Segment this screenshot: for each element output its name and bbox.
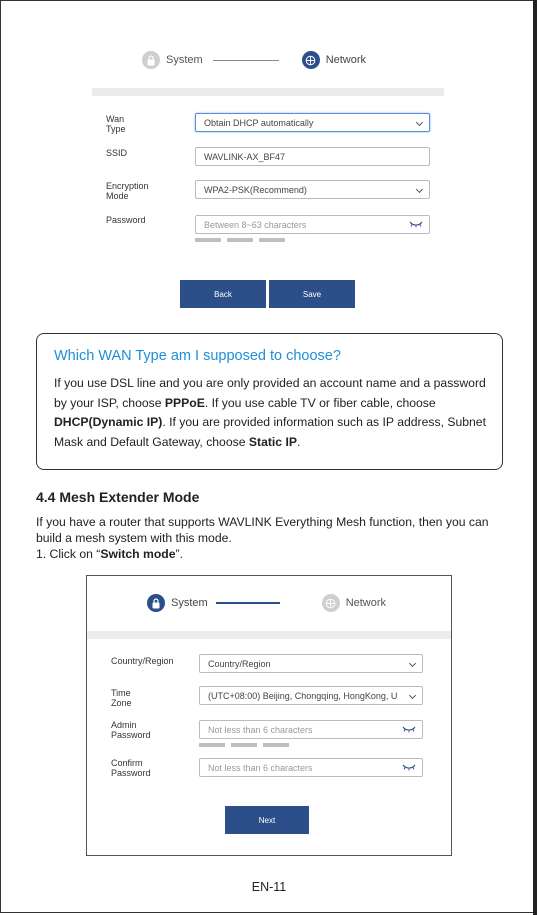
section-paragraph: If you have a router that supports WAVLINK Everything Mesh function, then you can build a mesh system with this mode. — [36, 515, 489, 545]
eye-closed-icon[interactable] — [402, 763, 416, 773]
info-box-text — [54, 374, 486, 452]
strength-segment — [263, 743, 289, 747]
system-setup-screenshot — [86, 575, 452, 856]
wan-type-value: Obtain DHCP automatically — [204, 117, 314, 128]
encryption-mode-label — [106, 181, 149, 201]
wizard-steps — [147, 594, 386, 612]
globe-icon — [322, 594, 340, 612]
lock-icon — [147, 594, 165, 612]
next-button[interactable]: Next — [225, 806, 309, 834]
info-text-part: . — [296, 434, 301, 449]
eye-closed-icon[interactable] — [402, 725, 416, 735]
switch-mode-text: Switch mode — [100, 547, 176, 561]
back-button[interactable]: Back — [180, 280, 266, 308]
page-edge-rule — [533, 0, 537, 915]
globe-icon — [302, 51, 320, 69]
confirm-password-label — [111, 758, 151, 778]
section-step-1 — [36, 546, 506, 562]
network-setup-screenshot — [92, 40, 444, 310]
step-network-label: Network — [345, 597, 387, 609]
time-zone-select[interactable] — [199, 686, 423, 705]
info-bold-pppoe: PPPoE — [164, 395, 205, 410]
info-text-part: If you use DSL line and you are only provided an account name and a password by your ISP, choose — [54, 376, 486, 410]
step-connector — [216, 602, 280, 604]
step-connector — [213, 60, 279, 61]
strength-segment — [259, 238, 285, 242]
country-region-label: Country/Region — [111, 656, 174, 666]
wan-type-label: Wan Type — [106, 114, 126, 134]
password-strength-meter — [199, 743, 289, 747]
info-text-part: . If you use cable TV or fiber cable, choose — [204, 395, 436, 410]
step-prefix: 1. Click on “ — [36, 547, 101, 561]
strength-segment — [199, 743, 225, 747]
admin-label-line2: Password — [111, 730, 151, 740]
info-bold-static-ip: Static IP — [248, 434, 297, 449]
lock-icon — [142, 51, 160, 69]
ssid-label: SSID — [106, 148, 128, 158]
chevron-down-icon — [416, 186, 423, 193]
confirm-label-line1: Confirm — [111, 758, 143, 768]
admin-password-label — [111, 720, 151, 740]
password-input[interactable] — [195, 215, 430, 234]
password-placeholder: Between 8~63 characters — [204, 219, 307, 230]
country-region-select[interactable] — [199, 654, 423, 673]
country-region-value: Country/Region — [208, 658, 271, 669]
admin-password-input[interactable] — [199, 720, 423, 739]
wan-type-select[interactable] — [195, 113, 430, 132]
time-zone-label: Time Zone — [111, 688, 132, 708]
time-zone-value: (UTC+08:00) Beijing, Chongqing, HongKong, U — [208, 690, 398, 701]
encryption-label-line2: Mode — [106, 191, 129, 201]
wan-type-info-box — [36, 333, 503, 470]
step-system-label: System — [166, 54, 203, 66]
strength-segment — [195, 238, 221, 242]
chevron-down-icon — [416, 119, 423, 126]
confirm-label-line2: Password — [111, 768, 151, 778]
ssid-value: WAVLINK-AX_BF47 — [204, 151, 286, 162]
encryption-mode-select[interactable] — [195, 180, 430, 199]
step-suffix: ”. — [175, 547, 183, 561]
section-body — [36, 514, 506, 562]
info-text-part: . If you are provided information such as IP address, Subnet Mask and Default Gateway, choose — [54, 415, 486, 449]
info-box-title: Which WAN Type am I supposed to choose? — [54, 348, 341, 364]
admin-label-line1: Admin — [111, 720, 137, 730]
admin-password-placeholder: Not less than 6 characters — [208, 724, 313, 735]
save-button[interactable]: Save — [269, 280, 355, 308]
header-band — [87, 631, 451, 639]
header-band — [92, 88, 444, 96]
password-strength-meter — [195, 238, 285, 242]
ssid-input[interactable] — [195, 147, 430, 166]
chevron-down-icon — [409, 660, 416, 667]
confirm-password-input[interactable] — [199, 758, 423, 777]
encryption-mode-value: WPA2-PSK(Recommend) — [204, 184, 307, 195]
strength-segment — [227, 238, 253, 242]
chevron-down-icon — [409, 692, 416, 699]
step-system-label: System — [171, 597, 208, 609]
encryption-label-line1: Encryption — [106, 181, 149, 191]
step-network-label: Network — [325, 54, 367, 66]
eye-closed-icon[interactable] — [409, 220, 423, 230]
page-number: EN-11 — [251, 880, 287, 894]
info-bold-dhcp: DHCP(Dynamic IP) — [54, 415, 163, 429]
confirm-password-placeholder: Not less than 6 characters — [208, 762, 313, 773]
strength-segment — [231, 743, 257, 747]
wizard-steps — [142, 51, 366, 69]
password-label: Password — [106, 215, 146, 225]
section-heading: 4.4 Mesh Extender Mode — [36, 489, 200, 505]
